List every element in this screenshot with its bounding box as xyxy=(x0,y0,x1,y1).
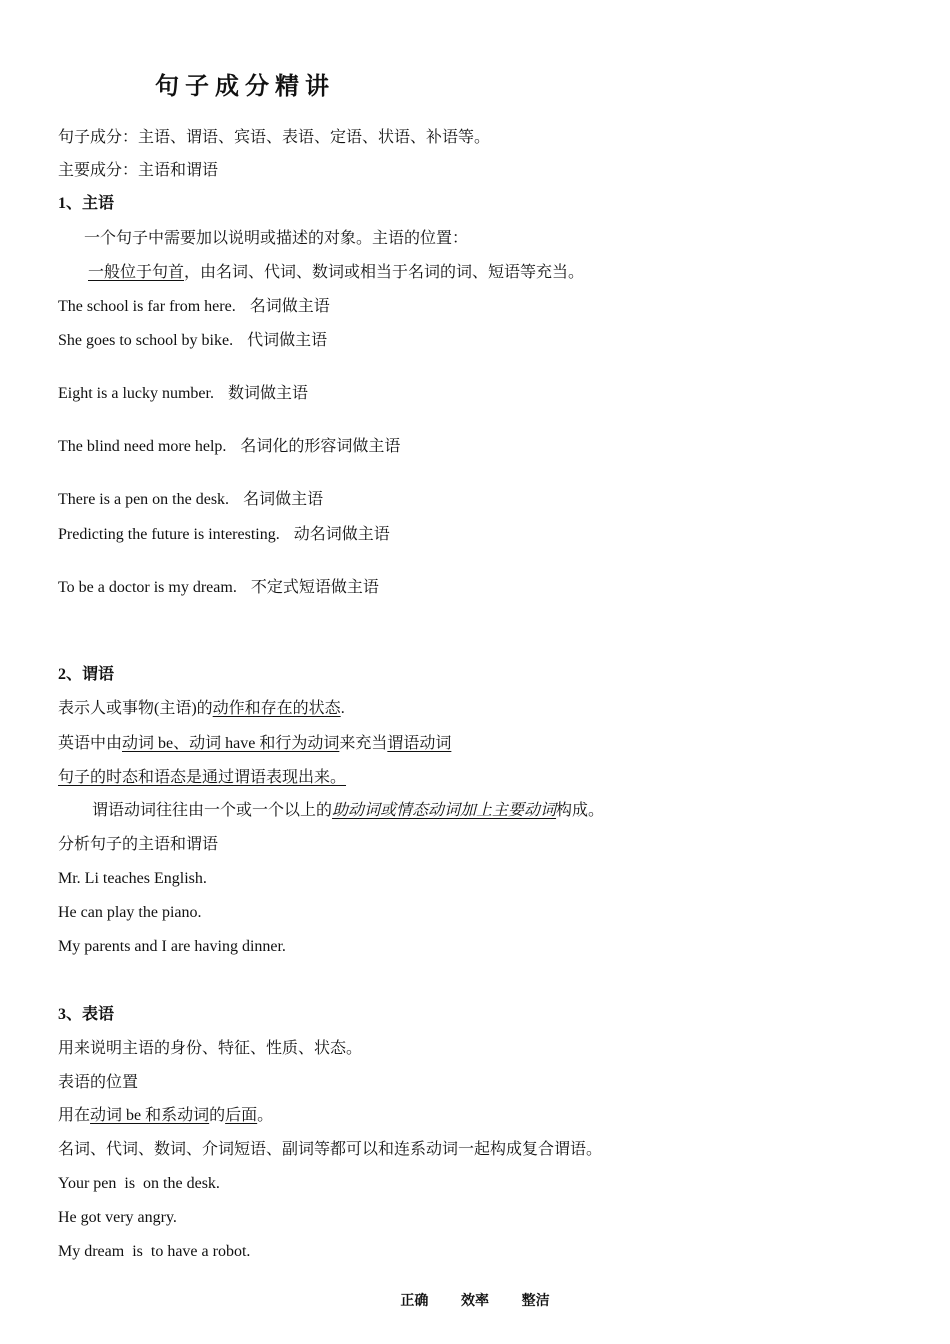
page-footer: 正确 效率 整洁 xyxy=(400,1293,550,1309)
underlined-text: 后面 xyxy=(225,1107,258,1124)
section-2-heading: 2、谓语 xyxy=(58,666,115,683)
predicate-composition-line xyxy=(92,801,604,821)
example-line xyxy=(58,384,308,404)
text-run: 构成。 xyxy=(556,802,605,819)
text-run: 谓语动词往往由一个或一个以上的 xyxy=(92,802,333,819)
text-run: . xyxy=(340,700,345,717)
text-run: 来充当 xyxy=(339,735,388,752)
compound-predicate-line: 名词、代词、数词、介词短语、副词等都可以和连系动词一起构成复合谓语。 xyxy=(58,1141,603,1158)
predicative-position-title: 表语的位置 xyxy=(58,1074,139,1091)
example-english: The school is far from here. xyxy=(58,298,236,315)
example-english: There is a pen on the desk. xyxy=(58,491,230,508)
predicate-verbs-line xyxy=(58,734,451,754)
example-english: Predicting the future is interesting. xyxy=(58,526,280,543)
example-note: 数词做主语 xyxy=(227,385,308,402)
example-english: The blind need more help. xyxy=(58,438,227,455)
example-note: 代词做主语 xyxy=(247,332,328,349)
underlined-text: 动作和存在的状态 xyxy=(212,700,341,717)
example-line xyxy=(58,525,390,545)
example-line xyxy=(58,331,327,351)
predicative-position-line xyxy=(58,1106,273,1126)
predicative-definition: 用来说明主语的身份、特征、性质、状态。 xyxy=(58,1040,363,1057)
example-sentence: My dream is to have a robot. xyxy=(58,1243,251,1260)
text-run: 的 xyxy=(209,1107,226,1124)
underlined-text: 动词 be、动词 have 和行为动词 xyxy=(122,735,340,752)
text-run: 用在 xyxy=(58,1107,91,1124)
subject-position xyxy=(88,263,584,283)
text-run: 英语中由 xyxy=(58,735,123,752)
section-3-heading: 3、表语 xyxy=(58,1006,115,1023)
underlined-text: 谓语动词 xyxy=(387,735,452,752)
example-line xyxy=(58,578,379,598)
components-line: 句子成分：主语、谓语、宾语、表语、定语、状语、补语等。 xyxy=(58,129,491,146)
main-components-line: 主要成分：主语和谓语 xyxy=(58,162,219,179)
subject-position-rest: ，由名词、代词、数词或相当于名词的词、短语等充当。 xyxy=(184,264,585,281)
example-note: 名词化的形容词做主语 xyxy=(240,438,401,455)
underlined-text: 动词 be 和系动词 xyxy=(90,1107,210,1124)
subject-position-underlined: 一般位于句首 xyxy=(88,264,185,281)
analyze-instruction: 分析句子的主语和谓语 xyxy=(58,836,219,853)
underlined-italic-text: 助动词或情态动词加上主要动词 xyxy=(332,802,557,819)
example-english: Eight is a lucky number. xyxy=(58,385,214,402)
text-run: 表示人或事物(主语)的 xyxy=(58,700,213,717)
example-line xyxy=(58,437,400,457)
example-note: 动名词做主语 xyxy=(293,526,390,543)
predicate-definition xyxy=(58,699,345,719)
example-sentence: Your pen is on the desk. xyxy=(58,1175,220,1192)
example-english: To be a doctor is my dream. xyxy=(58,579,237,596)
page-title: 句子成分精讲 xyxy=(155,71,335,100)
tense-voice-line: 句子的时态和语态是通过谓语表现出来。 xyxy=(58,769,347,786)
section-1-heading: 1、主语 xyxy=(58,195,115,212)
example-note: 不定式短语做主语 xyxy=(250,579,379,596)
example-sentence: He can play the piano. xyxy=(58,904,202,921)
example-line xyxy=(58,297,330,317)
subject-definition: 一个句子中需要加以说明或描述的对象。主语的位置： xyxy=(84,230,469,247)
example-english: She goes to school by bike. xyxy=(58,332,234,349)
example-sentence: He got very angry. xyxy=(58,1209,177,1226)
example-sentence: My parents and I are having dinner. xyxy=(58,938,286,955)
example-note: 名词做主语 xyxy=(243,491,324,508)
example-note: 名词做主语 xyxy=(249,298,330,315)
example-sentence: Mr. Li teaches English. xyxy=(58,870,207,887)
text-run: 。 xyxy=(257,1107,274,1124)
example-line xyxy=(58,490,323,510)
